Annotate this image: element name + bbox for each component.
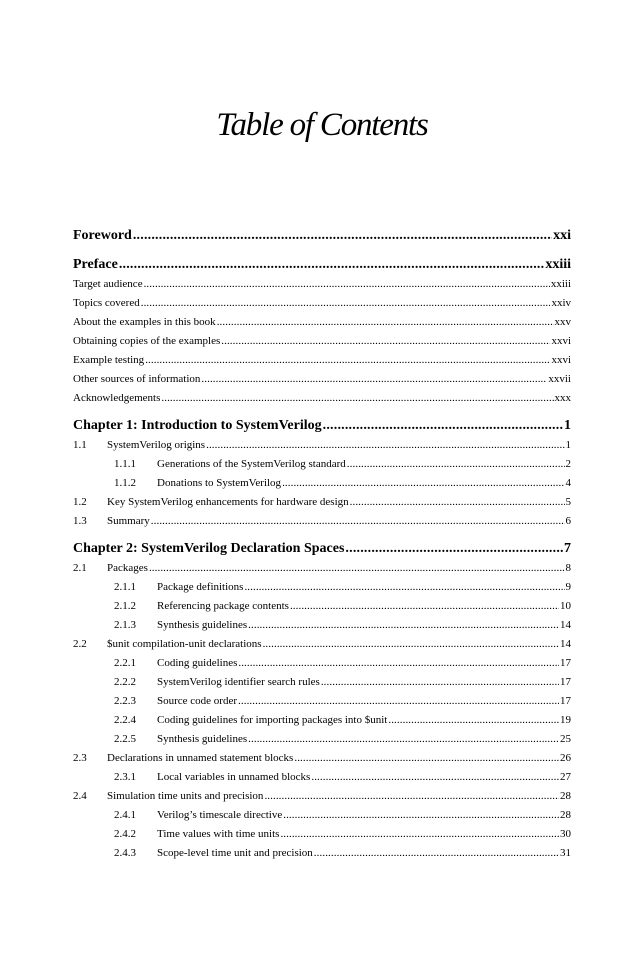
toc-page-number: 1: [565, 439, 571, 451]
dot-leader: [350, 493, 565, 512]
section-number: 2.2.1: [114, 657, 136, 669]
toc-page-number: 26: [560, 752, 571, 764]
toc-heading-chapter-1[interactable]: [73, 416, 571, 436]
dot-leader: [244, 578, 564, 597]
section-number: 1.1.1: [114, 458, 136, 470]
section-number: 1.1.2: [114, 477, 136, 489]
section-number: 2.3.1: [114, 771, 136, 783]
toc-entry[interactable]: [73, 787, 571, 806]
section-number: 1.1: [73, 439, 87, 451]
toc-subentry[interactable]: [73, 616, 571, 635]
section-number: 2.2.4: [114, 714, 136, 726]
toc-entry-label: Summary: [107, 515, 150, 527]
dot-leader: [238, 654, 559, 673]
toc-subentry[interactable]: [73, 825, 571, 844]
toc-subentry[interactable]: [73, 474, 571, 493]
toc-entry[interactable]: [73, 389, 571, 408]
toc-entry[interactable]: [73, 370, 571, 389]
section-number: 2.1.3: [114, 619, 136, 631]
toc-page-number: 31: [560, 847, 571, 859]
toc-entry-label: Generations of the SystemVerilog standard: [157, 458, 346, 470]
dot-leader: [323, 416, 563, 436]
toc-entry-label: Coding guidelines for importing packages into $unit: [157, 714, 388, 726]
section-number: 2.4.2: [114, 828, 136, 840]
dot-leader: [161, 389, 553, 408]
section-number: 2.1: [73, 562, 87, 574]
toc-entry-label: Referencing package contents: [157, 600, 289, 612]
dot-leader: [264, 787, 559, 806]
dot-leader: [294, 749, 559, 768]
toc-page-number: 19: [560, 714, 571, 726]
dot-leader: [248, 730, 559, 749]
toc-page-number: 5: [565, 496, 571, 508]
toc-subentry[interactable]: [73, 578, 571, 597]
dot-leader: [314, 844, 559, 863]
section-number: 2.2.3: [114, 695, 136, 707]
table-of-contents: [73, 226, 571, 863]
toc-entry-label: Synthesis guidelines: [157, 619, 248, 631]
toc-entry[interactable]: [73, 559, 571, 578]
section-number: 2.4: [73, 790, 87, 802]
toc-subentry[interactable]: [73, 597, 571, 616]
toc-page-number: 6: [565, 515, 571, 527]
toc-entry-label: Scope-level time unit and precision: [157, 847, 313, 859]
dot-leader: [119, 255, 545, 275]
toc-page-number: 8: [565, 562, 571, 574]
toc-entry-label: Declarations in unnamed statement blocks: [107, 752, 294, 764]
dot-leader: [151, 512, 565, 531]
dot-leader: [388, 711, 559, 730]
toc-heading-label: Foreword: [73, 228, 132, 243]
dot-leader: [217, 313, 554, 332]
toc-entry-label: Local variables in unnamed blocks: [157, 771, 311, 783]
dot-leader: [283, 806, 559, 825]
toc-entry-label: SystemVerilog identifier search rules: [157, 676, 320, 688]
toc-entry[interactable]: [73, 436, 571, 455]
toc-entry-label: About the examples in this book: [73, 316, 216, 328]
toc-entry-label: Key SystemVerilog enhancements for hardware design: [107, 496, 349, 508]
dot-leader: [141, 294, 551, 313]
page-title: Table of Contents: [216, 107, 428, 143]
toc-entry-label: Packages: [107, 562, 148, 574]
dot-leader: [149, 559, 565, 578]
toc-subentry[interactable]: [73, 711, 571, 730]
toc-entry-label: Topics covered: [73, 297, 140, 309]
section-number: 1.2: [73, 496, 87, 508]
toc-entry[interactable]: [73, 635, 571, 654]
dot-leader: [248, 616, 559, 635]
toc-subentry[interactable]: [73, 844, 571, 863]
section-number: 2.4.1: [114, 809, 136, 821]
dot-leader: [133, 226, 552, 246]
dot-leader: [144, 275, 550, 294]
toc-entry-label: Donations to SystemVerilog: [157, 477, 282, 489]
toc-page-number: 27: [560, 771, 571, 783]
toc-entry-label: Other sources of information: [73, 373, 201, 385]
dot-leader: [282, 474, 564, 493]
toc-page-number: xxi: [553, 228, 571, 243]
toc-subentry[interactable]: [73, 654, 571, 673]
toc-entry-label: Acknowledgements: [73, 392, 161, 404]
toc-page-number: xxiii: [550, 278, 571, 290]
toc-page-number: xxv: [554, 316, 571, 328]
toc-page-number: 1: [564, 418, 571, 433]
toc-entry-label: $unit compilation-unit declarations: [107, 638, 262, 650]
toc-entry[interactable]: [73, 275, 571, 294]
section-number: 2.2.5: [114, 733, 136, 745]
dot-leader: [206, 436, 564, 455]
toc-page-number: 7: [564, 541, 571, 556]
toc-entry-label: Example testing: [73, 354, 145, 366]
dot-leader: [263, 635, 559, 654]
toc-heading-label: Chapter 1: Introduction to SystemVerilog: [73, 418, 322, 433]
section-number: 2.2: [73, 638, 87, 650]
toc-page-number: xxiv: [551, 297, 571, 309]
section-number: 2.1.2: [114, 600, 136, 612]
toc-entry[interactable]: [73, 749, 571, 768]
toc-page-number: xxx: [554, 392, 571, 404]
toc-entry-label: Coding guidelines: [157, 657, 238, 669]
toc-page-number: 14: [560, 619, 571, 631]
toc-subentry[interactable]: [73, 673, 571, 692]
toc-entry[interactable]: [73, 313, 571, 332]
section-number: 2.2.2: [114, 676, 136, 688]
toc-entry-label: Verilog’s timescale directive: [157, 809, 283, 821]
toc-entry-label: Source code order: [157, 695, 238, 707]
toc-page-number: 14: [560, 638, 571, 650]
toc-entry-label: Time values with time units: [157, 828, 280, 840]
toc-heading-foreword[interactable]: [73, 226, 571, 246]
toc-subentry[interactable]: [73, 692, 571, 711]
dot-leader: [280, 825, 559, 844]
toc-heading-chapter-2[interactable]: [73, 539, 571, 559]
toc-page-number: 10: [560, 600, 571, 612]
toc-entry[interactable]: [73, 294, 571, 313]
toc-page-number: 30: [560, 828, 571, 840]
toc-subentry[interactable]: [73, 806, 571, 825]
toc-page-number: xxvi: [551, 335, 571, 347]
toc-heading-preface[interactable]: [73, 255, 571, 275]
toc-page-number: 17: [560, 695, 571, 707]
dot-leader: [347, 455, 565, 474]
toc-entry[interactable]: [73, 512, 571, 531]
toc-entry-label: Obtaining copies of the examples: [73, 335, 221, 347]
dot-leader: [321, 673, 559, 692]
toc-entry[interactable]: [73, 351, 571, 370]
toc-page-number: 2: [565, 458, 571, 470]
toc-subentry[interactable]: [73, 768, 571, 787]
toc-page-number: 17: [560, 657, 571, 669]
toc-entry-label: Synthesis guidelines: [157, 733, 248, 745]
dot-leader: [201, 370, 547, 389]
toc-page-number: 28: [560, 809, 571, 821]
toc-entry[interactable]: [73, 493, 571, 512]
toc-entry-label: Package definitions: [157, 581, 244, 593]
dot-leader: [145, 351, 550, 370]
toc-page-number: 17: [560, 676, 571, 688]
toc-page-number: 25: [560, 733, 571, 745]
toc-page-number: 4: [565, 477, 571, 489]
dot-leader: [290, 597, 559, 616]
toc-entry[interactable]: [73, 332, 571, 351]
toc-page-number: xxvii: [548, 373, 571, 385]
section-number: 2.4.3: [114, 847, 136, 859]
toc-entry-label: Simulation time units and precision: [107, 790, 264, 802]
section-number: 2.1.1: [114, 581, 136, 593]
toc-subentry[interactable]: [73, 455, 571, 474]
toc-page-number: 28: [560, 790, 571, 802]
section-number: 2.3: [73, 752, 87, 764]
toc-heading-label: Preface: [73, 257, 118, 272]
toc-page-number: xxiii: [545, 257, 571, 272]
dot-leader: [221, 332, 550, 351]
toc-page-number: xxvi: [551, 354, 571, 366]
dot-leader: [238, 692, 559, 711]
section-number: 1.3: [73, 515, 87, 527]
dot-leader: [311, 768, 559, 787]
toc-subentry[interactable]: [73, 730, 571, 749]
toc-page-number: 9: [565, 581, 571, 593]
dot-leader: [345, 539, 563, 559]
toc-heading-label: Chapter 2: SystemVerilog Declaration Spaces: [73, 541, 345, 556]
toc-entry-label: Target audience: [73, 278, 143, 290]
toc-entry-label: SystemVerilog origins: [107, 439, 206, 451]
